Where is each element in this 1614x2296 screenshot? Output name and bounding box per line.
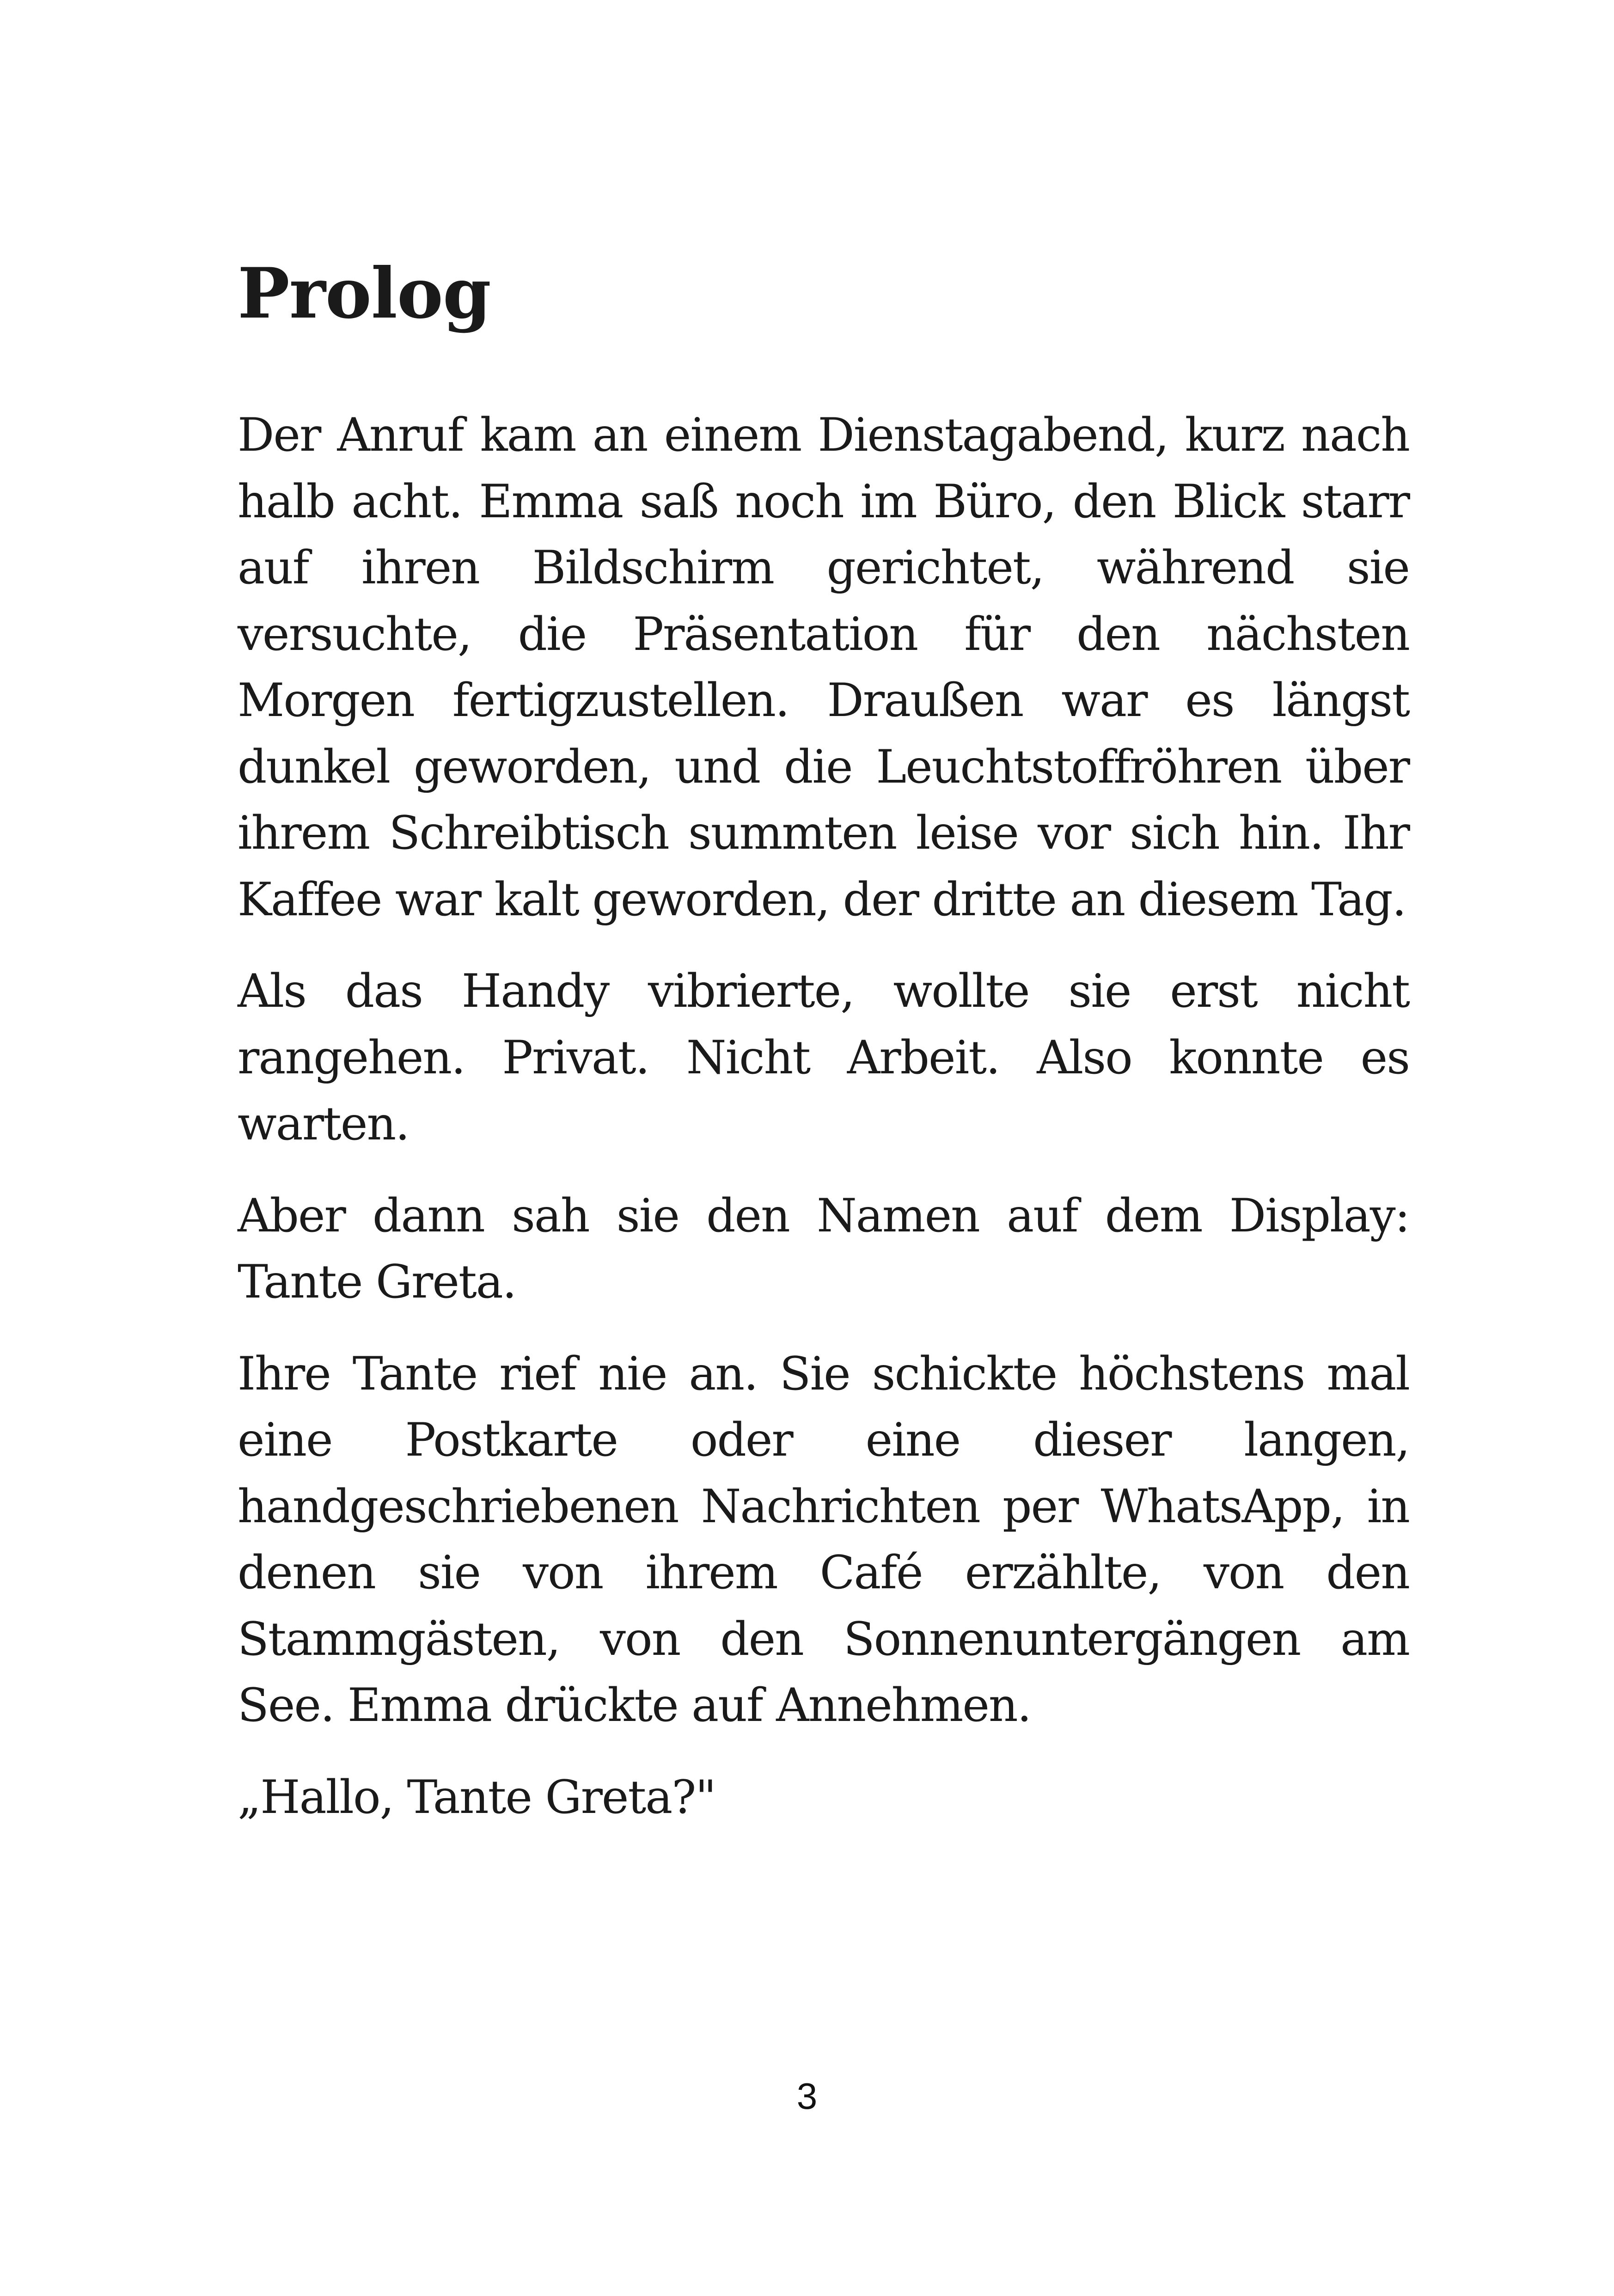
paragraph: Der Anruf kam an einem Dienstagabend, kurz nach halb acht. Emma saß noch im Büro, den Blick starr auf ihren Bildschirm gerichtet, während sie versuchte, die Präsentation für den nächsten Morgen fertigzustellen. Draußen war es längst dunkel geworden, und die Leuchtstoffröhren über ihrem Schreibtisch summten leise vor sich hin. Ihr Kaffee war kalt geworden, der dritte an diesem Tag. <box>238 409 1409 926</box>
paragraph: Als das Handy vibrierte, wollte sie erst nicht rangehen. Privat. Nicht Arbeit. Also konnte es warten. <box>238 965 1409 1151</box>
chapter-title: Prolog <box>238 253 491 334</box>
page-number: 3 <box>796 2076 818 2117</box>
paragraph: Aber dann sah sie den Namen auf dem Display: Tante Greta. <box>238 1189 1409 1309</box>
paragraph: „Hallo, Tante Greta?" <box>238 1770 715 1824</box>
chapter-body <box>238 402 1409 1856</box>
paragraph: Ihre Tante rief nie an. Sie schickte höchstens mal eine Postkarte oder eine dieser langen, handgeschriebenen Nachrichten per WhatsApp, in denen sie von ihrem Café erzählte, von den Stammgästen, von den Sonnenuntergängen am See. Emma drückte auf Annehmen. <box>238 1347 1409 1732</box>
